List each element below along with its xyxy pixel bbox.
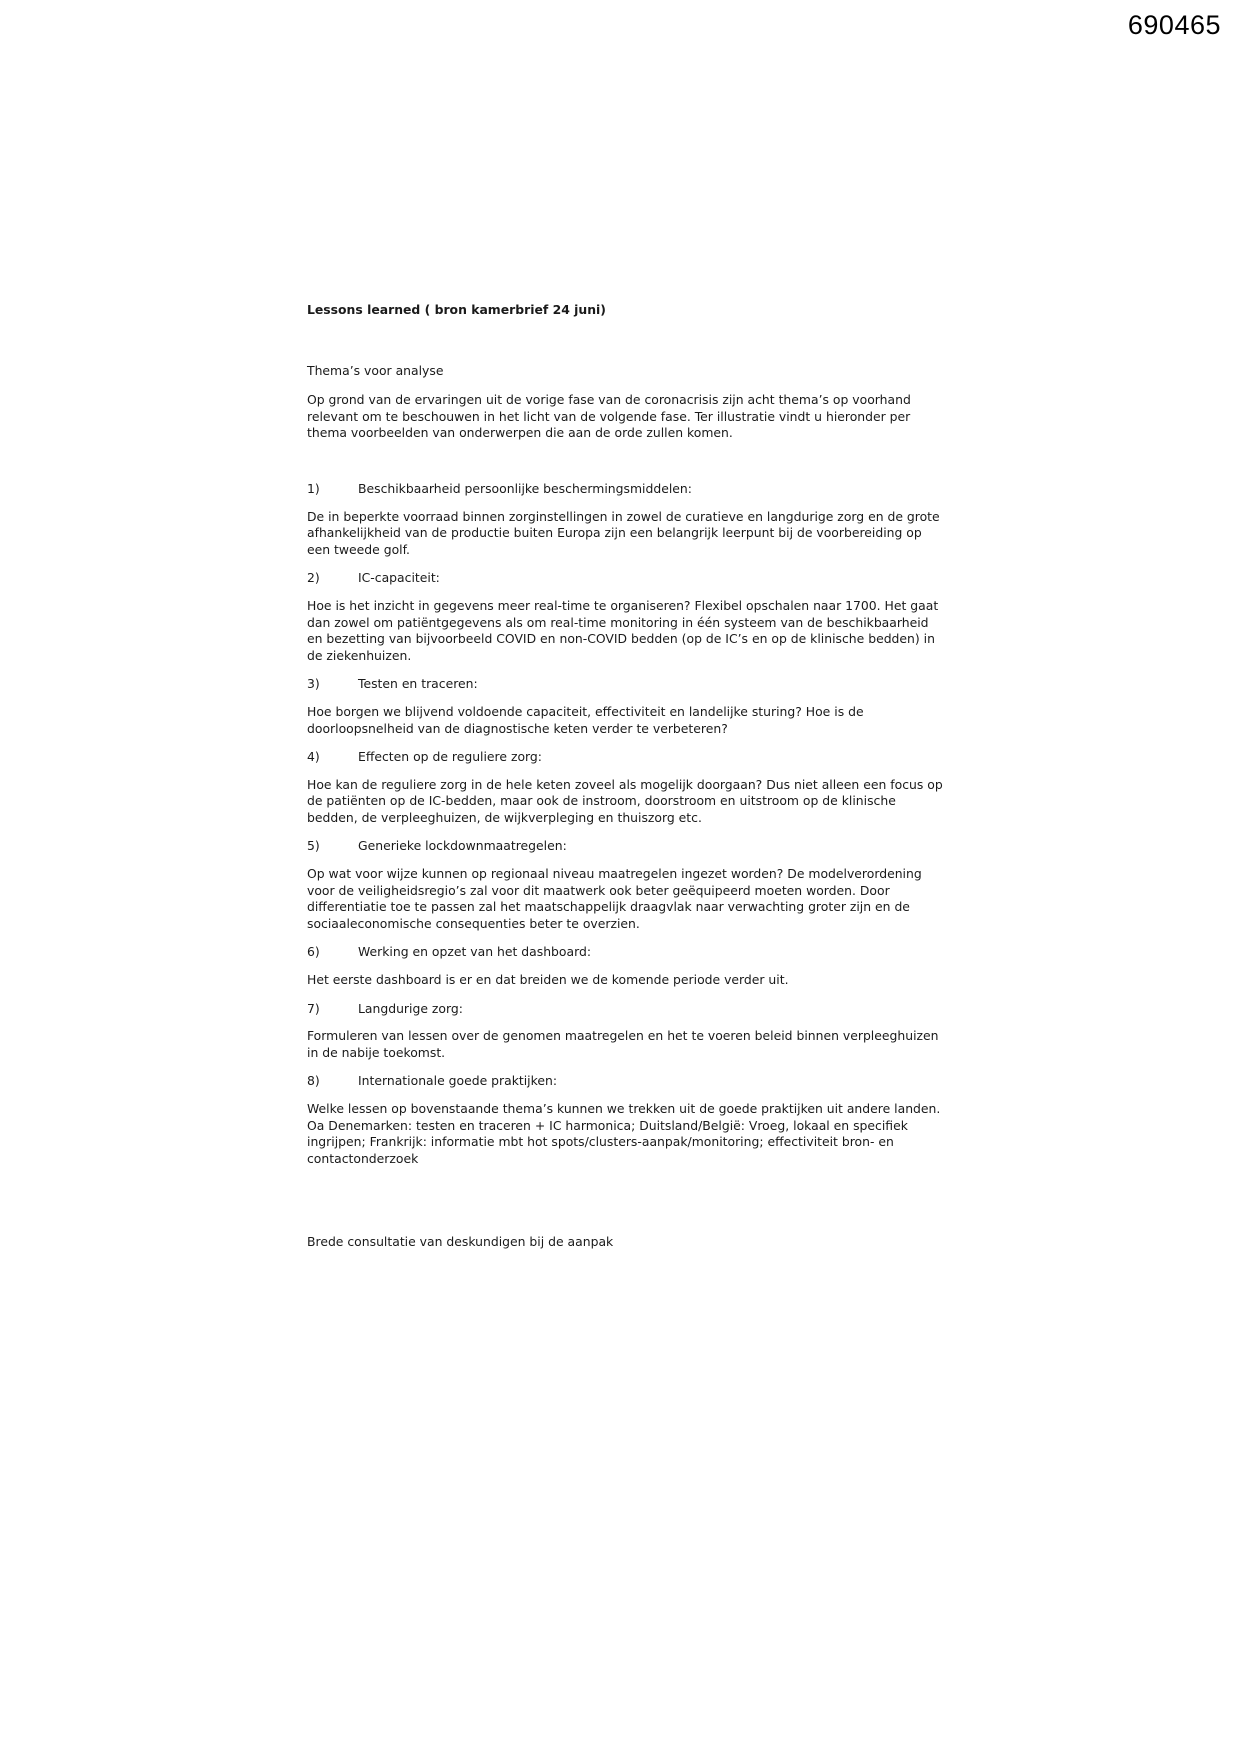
theme-item: [307, 1001, 947, 1062]
theme-heading-text: Werking en opzet van het dashboard:: [358, 944, 592, 960]
theme-heading: [307, 676, 947, 693]
theme-item: [307, 838, 947, 932]
theme-heading-text: Beschikbaarheid persoonlijke beschermingsmiddelen:: [358, 480, 692, 496]
theme-number: 4): [307, 749, 320, 765]
theme-body: Hoe is het inzicht in gegevens meer real-time te organiseren? Flexibel opschalen naar 1700. Het gaat dan zowel om patiëntgegevens als om real-time monitoring in één systeem van de beschikbaarheid en bezetting van bijvoorbeeld COVID en non-COVID bedden (op de IC’s en op de klinische bedden) in de ziekenhuizen.: [307, 597, 939, 663]
document-id-stamp: 690465: [1127, 10, 1221, 40]
theme-body: Welke lessen op bovenstaande thema’s kunnen we trekken uit de goede praktijken uit andere landen. Oa Denemarken: testen en traceren + IC harmonica; Duitsland/België: Vroeg, lokaal en specifiek ingrijpen; Frankrijk: informatie mbt hot spots/clusters-aanpak/monitoring; effectiviteit bron- en contactonderzoek: [307, 1101, 941, 1166]
theme-heading: [307, 944, 947, 961]
theme-number: 5): [307, 838, 320, 854]
theme-body: Op wat voor wijze kunnen op regionaal niveau maatregelen ingezet worden? De modelverordening voor de veiligheidsregio’s zal voor dit maatwerk ook beter geëquipeerd moeten worden. Door differentiatie toe te passen zal het maatschappelijk draagvlak naar verwachting groter zijn en de sociaaleconomische consequenties beter te overzien.: [307, 866, 922, 931]
closing-section-title: Brede consultatie van deskundigen bij de aanpak: [307, 1234, 614, 1250]
intro-paragraph: Op grond van de ervaringen uit de vorige fase van de coronacrisis zijn acht thema’s op voorhand relevant om te beschouwen in het licht van de volgende fase. Ter illustratie vindt u hieronder per thema voorbeelden van onderwerpen die aan de orde zullen komen.: [307, 392, 911, 441]
theme-heading-text: Testen en traceren:: [358, 676, 478, 692]
theme-number: 2): [307, 570, 320, 586]
theme-heading-text: Langdurige zorg:: [358, 1000, 463, 1016]
theme-heading-text: Internationale goede praktijken:: [358, 1073, 557, 1089]
section-subtitle: Thema’s voor analyse: [307, 362, 444, 378]
theme-number: 7): [307, 1000, 320, 1016]
theme-number: 1): [307, 480, 320, 496]
theme-body: Hoe borgen we blijvend voldoende capaciteit, effectiviteit en landelijke sturing? Hoe is de doorloopsnelheid van de diagnostische keten verder te verbeteren?: [307, 703, 864, 736]
theme-body: De in beperkte voorraad binnen zorginstellingen in zowel de curatieve en langdurige zorg en de grote afhankelijkheid van de productie buiten Europa zijn een belangrijk leerpunt bij de voorbereiding op een tweede golf.: [307, 508, 940, 557]
theme-heading: [307, 481, 947, 498]
theme-heading-text: Effecten op de reguliere zorg:: [358, 749, 542, 765]
theme-heading: [307, 1073, 947, 1090]
theme-item: [307, 749, 947, 826]
document-title: Lessons learned ( bron kamerbrief 24 juni): [307, 302, 606, 317]
theme-heading-text: Generieke lockdownmaatregelen:: [358, 838, 567, 854]
theme-body: Het eerste dashboard is er en dat breiden we de komende periode verder uit.: [307, 972, 789, 988]
theme-number: 8): [307, 1073, 320, 1089]
theme-item: [307, 570, 947, 664]
theme-item: [307, 481, 947, 558]
theme-item: [307, 1073, 947, 1167]
theme-body: Hoe kan de reguliere zorg in de hele keten zoveel als mogelijk doorgaan? Dus niet alleen een focus op de patiënten op de IC-bedden, maar ook de instroom, doorstroom en uitstroom op de klinische bedden, de verpleeghuizen, de wijkverpleging en thuiszorg etc.: [307, 776, 943, 825]
themes-list: [307, 481, 947, 1167]
theme-number: 6): [307, 944, 320, 960]
theme-item: [307, 944, 947, 988]
theme-heading: [307, 570, 947, 587]
document-content: [307, 302, 947, 1251]
theme-heading: [307, 838, 947, 855]
theme-heading: [307, 749, 947, 766]
theme-body: Formuleren van lessen over de genomen maatregelen en het te voeren beleid binnen verpleeghuizen in de nabije toekomst.: [307, 1028, 939, 1060]
theme-item: [307, 676, 947, 737]
theme-heading-text: IC-capaciteit:: [358, 570, 440, 586]
theme-heading: [307, 1001, 947, 1018]
theme-number: 3): [307, 676, 320, 692]
